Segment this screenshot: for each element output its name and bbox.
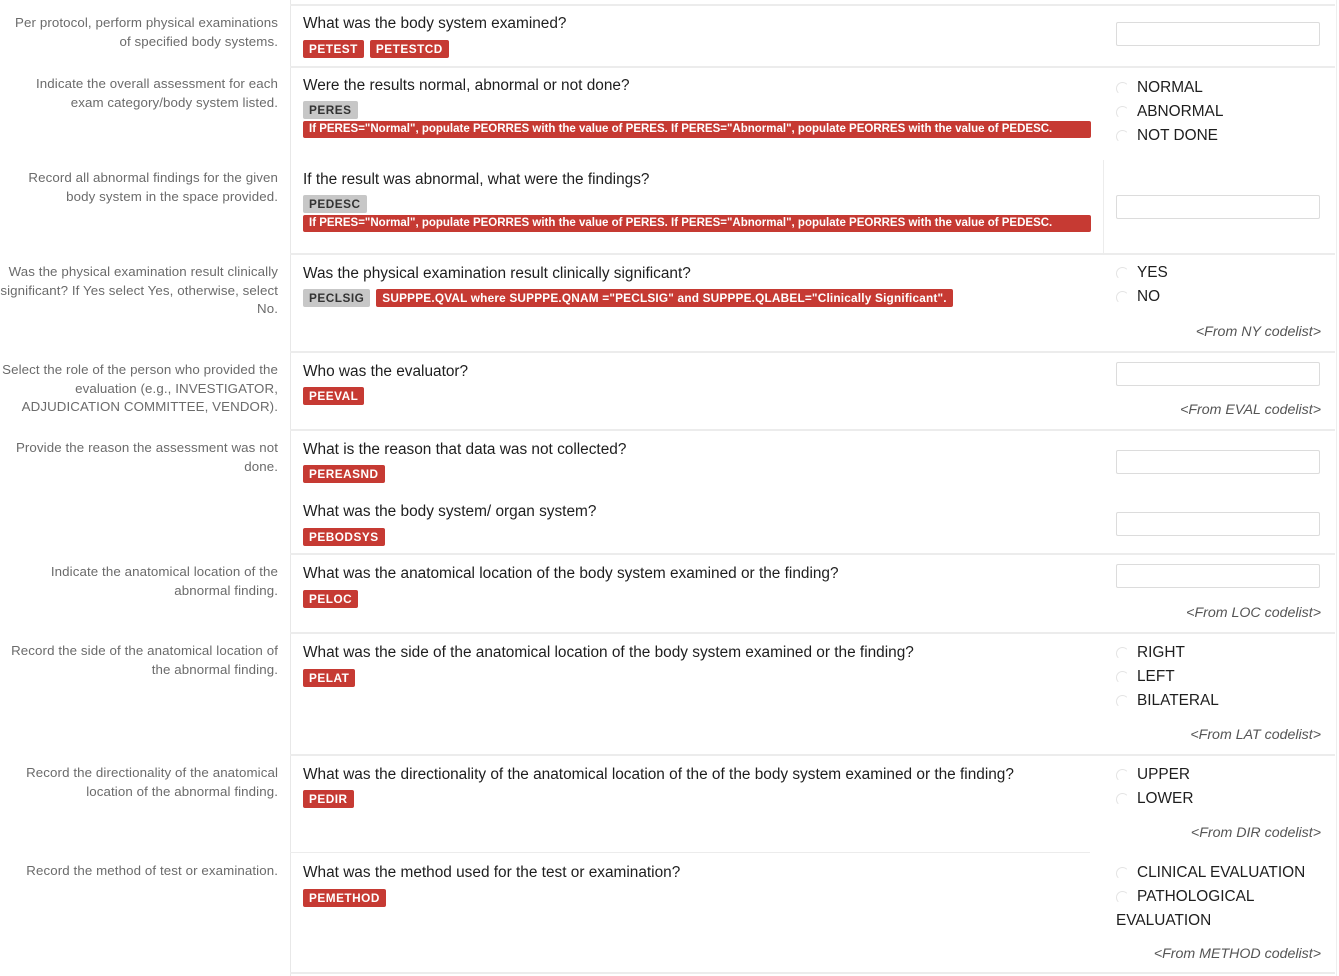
radio-option-left[interactable] xyxy=(1116,668,1175,686)
row-divider xyxy=(290,351,1335,353)
row-divider xyxy=(290,553,1335,555)
variable-badge: PEBODSYS xyxy=(303,528,385,546)
radio-icon[interactable] xyxy=(1116,267,1129,280)
codelist-label: <From METHOD codelist> xyxy=(1153,946,1321,962)
variable-badges xyxy=(303,101,358,119)
form-panel xyxy=(290,0,1337,976)
organ-system-input[interactable] xyxy=(1116,512,1320,536)
radio-icon[interactable] xyxy=(1116,891,1129,904)
column-divider xyxy=(1103,160,1104,253)
variable-badges xyxy=(303,669,355,687)
option-label: EVALUATION xyxy=(1116,912,1212,929)
radio-icon[interactable] xyxy=(1116,769,1129,782)
instruction-text: Record the side of the anatomical location of the abnormal finding. xyxy=(11,643,278,677)
body-system-input[interactable] xyxy=(1116,22,1320,46)
question-label: What is the reason that data was not collected? xyxy=(303,441,627,458)
reason-not-done-input[interactable] xyxy=(1116,450,1320,474)
question-label: What was the method used for the test or examination? xyxy=(303,864,681,881)
variable-badge: PERES xyxy=(303,101,358,119)
radio-option-abnormal[interactable] xyxy=(1116,103,1223,121)
variable-badges xyxy=(303,289,953,307)
option-label: CLINICAL EVALUATION xyxy=(1137,864,1306,881)
row-divider xyxy=(290,972,1335,974)
codelist-label: <From DIR codelist> xyxy=(1190,825,1321,841)
radio-option-no[interactable] xyxy=(1116,288,1160,306)
variable-badge: PEDIR xyxy=(303,790,354,808)
variable-badge: PELOC xyxy=(303,590,358,608)
radio-icon[interactable] xyxy=(1116,106,1129,119)
radio-option-yes[interactable] xyxy=(1116,264,1168,282)
codelist-label: <From LAT codelist> xyxy=(1190,727,1321,743)
option-label: LEFT xyxy=(1137,668,1175,685)
question-label: Were the results normal, abnormal or not done? xyxy=(303,77,630,94)
option-label: NORMAL xyxy=(1137,79,1203,96)
instruction-text: Per protocol, perform physical examinations of specified body systems. xyxy=(15,15,278,49)
variable-badges xyxy=(303,528,385,546)
row-divider xyxy=(290,754,1335,756)
option-label: YES xyxy=(1137,264,1168,281)
variable-badges xyxy=(303,387,364,405)
variable-badges xyxy=(303,889,386,907)
instruction-text: Record all abnormal findings for the given body system in the space provided. xyxy=(28,170,278,204)
variable-badges xyxy=(303,40,449,58)
mapping-note: If PERES="Normal", populate PEORRES with the value of PERES. If PERES="Abnormal", populate PEORRES with the value of PEDESC. xyxy=(303,215,1091,232)
variable-badge: PECLSIG xyxy=(303,289,370,307)
option-label: NOT DONE xyxy=(1137,127,1218,144)
variable-badge: PETESTCD xyxy=(370,40,449,58)
radio-icon[interactable] xyxy=(1116,291,1129,304)
instruction-text: Indicate the overall assessment for each exam category/body system listed. xyxy=(36,76,278,110)
row-divider xyxy=(290,253,1335,255)
radio-icon[interactable] xyxy=(1116,82,1129,95)
variable-badge: PEMETHOD xyxy=(303,889,386,907)
radio-icon[interactable] xyxy=(1116,671,1129,684)
row-divider xyxy=(290,632,1335,634)
variable-badge: PELAT xyxy=(303,669,355,687)
instruction-text: Provide the reason the assessment was not done. xyxy=(15,440,278,474)
codelist-label: <From LOC codelist> xyxy=(1186,605,1321,621)
question-label: What was the body system examined? xyxy=(303,15,567,32)
row-divider xyxy=(290,429,1335,431)
radio-option-right[interactable] xyxy=(1116,644,1185,662)
variable-badges xyxy=(303,790,354,808)
variable-badge: PEEVAL xyxy=(303,387,364,405)
variable-badges xyxy=(303,465,385,483)
question-label: What was the side of the anatomical location of the body system examined or the finding? xyxy=(303,644,914,661)
option-label-continued xyxy=(1116,912,1211,930)
radio-option-upper[interactable] xyxy=(1116,766,1190,784)
mapping-note: SUPPPE.QVAL where SUPPPE.QNAM ="PECLSIG" and SUPPPE.QLABEL="Clinically Significant". xyxy=(376,289,952,307)
question-label: What was the directionality of the anatomical location of the of the body system examined or the finding? xyxy=(303,766,1014,783)
radio-option-bilateral[interactable] xyxy=(1116,692,1219,710)
radio-option-not-done[interactable] xyxy=(1116,127,1218,145)
radio-option-lower[interactable] xyxy=(1116,790,1193,808)
variable-badge: PEREASND xyxy=(303,465,385,483)
instruction-text: Record the directionality of the anatomical location of the abnormal finding. xyxy=(26,765,278,799)
location-input[interactable] xyxy=(1116,564,1320,588)
instruction-text: Was the physical examination result clinically significant? If Yes select Yes, otherwise, select No. xyxy=(0,264,278,316)
evaluator-input[interactable] xyxy=(1116,362,1320,386)
question-label: What was the body system/ organ system? xyxy=(303,503,597,520)
row-divider xyxy=(290,66,1335,68)
mapping-note: If PERES="Normal", populate PEORRES with the value of PERES. If PERES="Abnormal", populate PEORRES with the value of PEDESC. xyxy=(303,121,1091,138)
radio-option-clinical-evaluation[interactable] xyxy=(1116,864,1305,882)
option-label: PATHOLOGICAL xyxy=(1137,888,1255,905)
radio-option-normal[interactable] xyxy=(1116,79,1203,97)
radio-icon[interactable] xyxy=(1116,695,1129,708)
option-label: ABNORMAL xyxy=(1137,103,1224,120)
codelist-label: <From NY codelist> xyxy=(1195,324,1321,340)
radio-icon[interactable] xyxy=(1116,647,1129,660)
variable-badge: PETEST xyxy=(303,40,364,58)
instruction-text: Record the method of test or examination. xyxy=(26,863,278,878)
radio-icon[interactable] xyxy=(1116,793,1129,806)
codelist-label: <From EVAL codelist> xyxy=(1180,402,1321,418)
option-label: BILATERAL xyxy=(1137,692,1219,709)
radio-icon[interactable] xyxy=(1116,130,1129,143)
option-label: NO xyxy=(1137,288,1161,305)
row-divider xyxy=(290,852,1090,853)
question-label: What was the anatomical location of the body system examined or the finding? xyxy=(303,565,839,582)
variable-badges xyxy=(303,195,367,213)
question-label: Was the physical examination result clinically significant? xyxy=(303,265,691,282)
option-label: LOWER xyxy=(1137,790,1194,807)
option-label: RIGHT xyxy=(1137,644,1185,661)
question-label: If the result was abnormal, what were the findings? xyxy=(303,171,650,188)
radio-option-pathological-evaluation[interactable] xyxy=(1116,888,1254,906)
instruction-text: Indicate the anatomical location of the abnormal finding. xyxy=(50,564,278,598)
variable-badges xyxy=(303,590,358,608)
row-divider xyxy=(290,4,1335,6)
variable-badge: PEDESC xyxy=(303,195,367,213)
instruction-text: Select the role of the person who provided the evaluation (e.g., INVESTIGATOR, ADJUDICATION COMMITTEE, VENDOR). xyxy=(2,362,278,414)
question-label: Who was the evaluator? xyxy=(303,363,469,380)
radio-icon[interactable] xyxy=(1116,867,1129,880)
option-label: UPPER xyxy=(1137,766,1191,783)
findings-input[interactable] xyxy=(1116,195,1320,219)
